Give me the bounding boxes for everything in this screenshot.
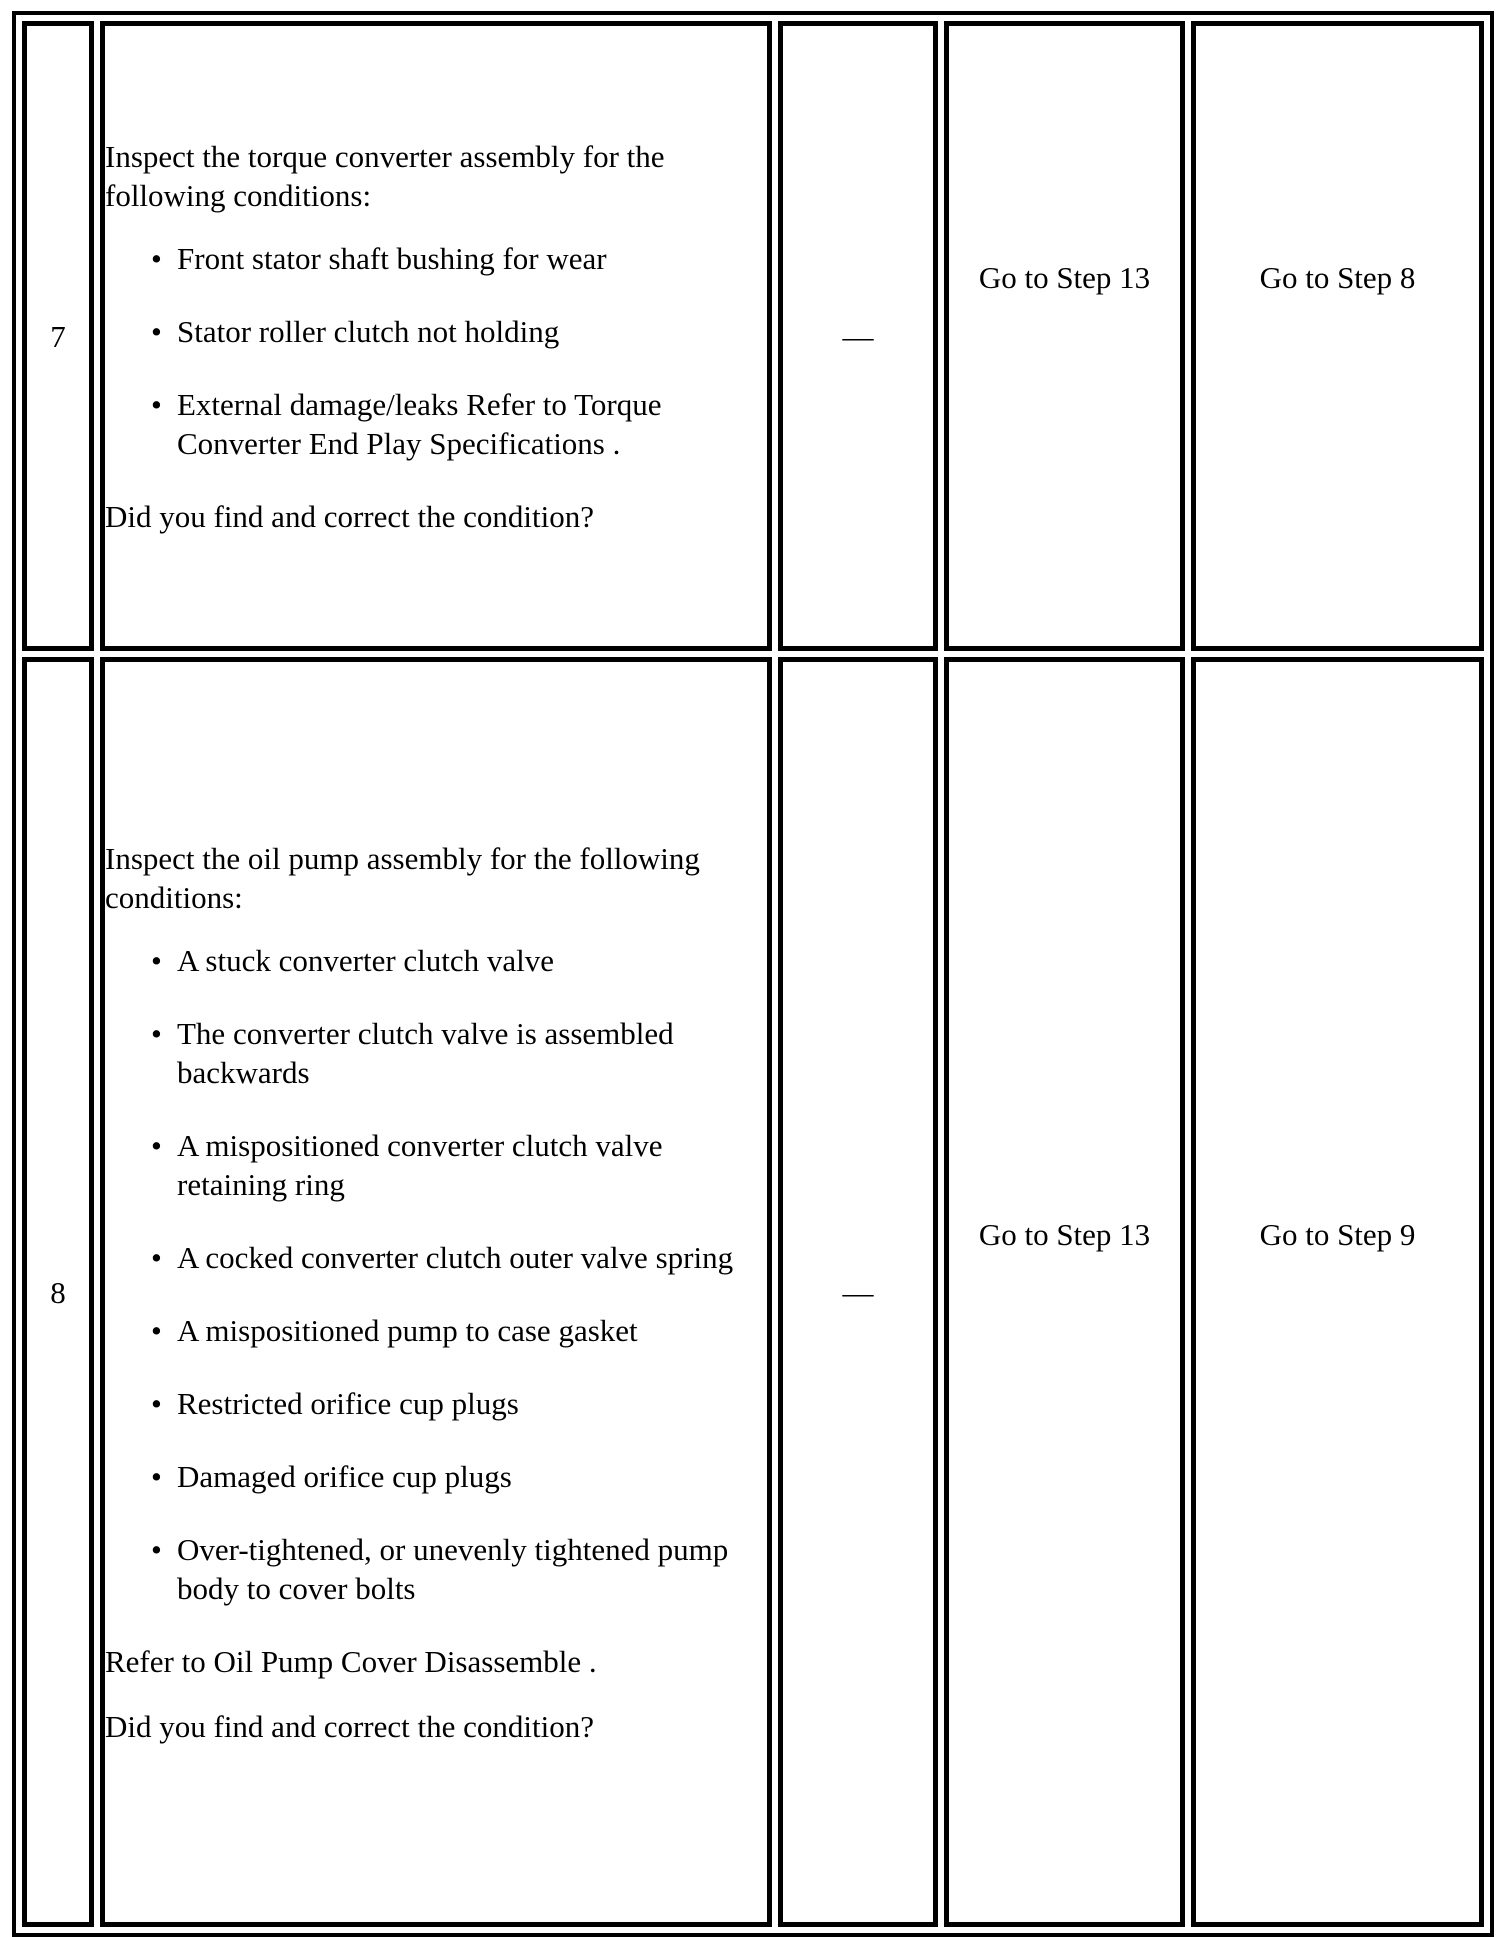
no-link[interactable]: Go to Step 9: [1259, 1216, 1416, 1252]
no-link[interactable]: Go to Step 8: [1259, 259, 1416, 295]
yes-cell: [944, 657, 1185, 1927]
table-row: [22, 21, 1484, 651]
bullet-icon: •: [151, 1127, 162, 1163]
yes-link[interactable]: Go to Step 13: [978, 1216, 1151, 1252]
action-cell: [100, 21, 772, 651]
value-cell: [778, 657, 938, 1927]
bullet-icon: •: [151, 1385, 162, 1421]
no-cell: [1191, 21, 1484, 651]
diagnostic-table: [12, 11, 1494, 1937]
condition-text: Front stator shaft bushing for wear: [177, 240, 607, 276]
action-reference: Refer to Oil Pump Cover Disassemble .: [105, 1643, 597, 1679]
bullet-icon: •: [151, 240, 162, 276]
yes-cell: [944, 21, 1185, 651]
list-item: [151, 1311, 767, 1350]
bullet-icon: •: [151, 1458, 162, 1494]
yes-link[interactable]: Go to Step 13: [978, 259, 1151, 295]
condition-text: A mispositioned converter clutch valve retaining ring: [177, 1127, 663, 1202]
list-item: [151, 1384, 767, 1423]
condition-text: A stuck converter clutch valve: [177, 942, 555, 978]
bullet-icon: •: [151, 1531, 162, 1567]
list-item: [151, 1530, 767, 1608]
list-item: [151, 312, 767, 351]
value-cell: [778, 21, 938, 651]
step-number-cell: [22, 657, 94, 1927]
bullet-icon: •: [151, 942, 162, 978]
list-item: [151, 1014, 767, 1092]
table-row: [22, 657, 1484, 1927]
bullet-icon: •: [151, 313, 162, 349]
list-item: [151, 1457, 767, 1496]
action-question: Did you find and correct the condition?: [105, 1708, 594, 1744]
condition-list: [105, 239, 767, 463]
action-cell: [100, 657, 772, 1927]
step-number-cell: [22, 21, 94, 651]
action-intro: Inspect the oil pump assembly for the following conditions:: [105, 840, 700, 915]
bullet-icon: •: [151, 1015, 162, 1051]
value-dash: —: [842, 318, 874, 354]
list-item: [151, 1126, 767, 1204]
list-item: [151, 385, 767, 463]
step-number: 7: [50, 318, 66, 354]
condition-text: The converter clutch valve is assembled backwards: [177, 1015, 674, 1090]
bullet-icon: •: [151, 386, 162, 422]
no-cell: [1191, 657, 1484, 1927]
condition-text: Stator roller clutch not holding: [177, 313, 560, 349]
condition-text: A mispositioned pump to case gasket: [177, 1312, 638, 1348]
action-intro: Inspect the torque converter assembly for the following conditions:: [105, 138, 665, 213]
condition-text: Restricted orifice cup plugs: [177, 1385, 519, 1421]
action-question: Did you find and correct the condition?: [105, 498, 594, 534]
step-number: 8: [50, 1274, 66, 1310]
value-dash: —: [842, 1274, 874, 1310]
condition-text: External damage/leaks Refer to Torque Converter End Play Specifications .: [177, 386, 662, 461]
condition-list: [105, 941, 767, 1608]
condition-text: Over-tightened, or unevenly tightened pump body to cover bolts: [177, 1531, 729, 1606]
list-item: [151, 239, 767, 278]
list-item: [151, 1238, 767, 1277]
list-item: [151, 941, 767, 980]
condition-text: A cocked converter clutch outer valve spring: [177, 1239, 734, 1275]
bullet-icon: •: [151, 1312, 162, 1348]
condition-text: Damaged orifice cup plugs: [177, 1458, 512, 1494]
bullet-icon: •: [151, 1239, 162, 1275]
